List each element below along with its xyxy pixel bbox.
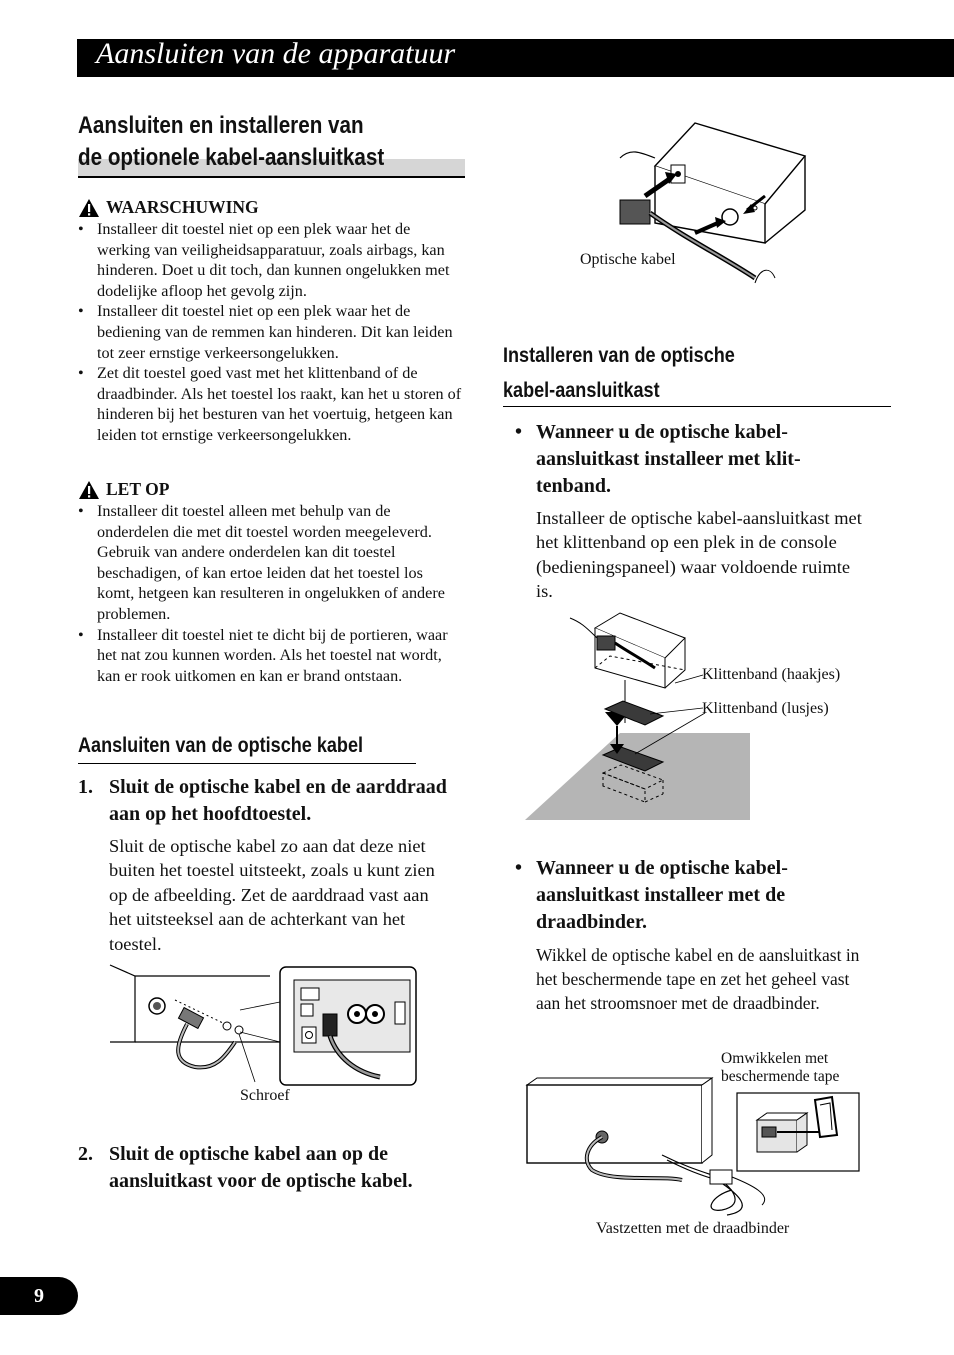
warning-item: • Installeer dit toestel niet op een plek waar het de werking van veiligheidsapparatuur, zoals airbags, kan hinderen. Doet u dit toch, dan kunnen ongelukken met dodelijke afloop het gevolg zijn. (78, 219, 463, 301)
warning-list (78, 219, 463, 446)
section3-title-line1: Installeren van de optische (503, 344, 735, 367)
bullet2-marker: • (515, 857, 523, 879)
bullet1-body: Installeer de optische kabel-aansluitkast met het klittenband op een plek in de console (bedieningspaneel) waar voldoende ruimte is. (536, 508, 862, 602)
bullet1-title: Wanneer u de optische kabel-aansluitkast installeer met klit-tenband. (536, 421, 801, 497)
title-underline (78, 176, 465, 178)
step1-title: Sluit de optische kabel en de aarddraad aan op het hoofdtoestel. (109, 776, 447, 825)
figure-caption-screw: Schroef (240, 1087, 290, 1104)
caution-icon (78, 480, 100, 500)
warning-block (78, 197, 463, 446)
label-velcro-loops: Klittenband (lusjes) (702, 700, 829, 717)
cable-tie-figure (522, 1075, 862, 1220)
warning-title: WAARSCHUWING (106, 197, 259, 217)
label-velcro-hooks: Klittenband (haakjes) (702, 666, 841, 683)
figure-caption-optical-cable: Optische kabel (580, 251, 676, 268)
bullet2-title: Wanneer u de optische kabel-aansluitkast installeer met de draadbinder. (536, 857, 788, 933)
label-wrap-tape: Omwikkelen met beschermende tape (721, 1050, 840, 1085)
caution-list (78, 501, 463, 686)
warning-item: • Zet dit toestel goed vast met het klittenband of de draadbinder. Als het toestel los raakt, kan het u storen of hinderen bij het besturen van het voertuig, hetgeen kan leiden tot ernstige verkeersongelukken. (78, 363, 463, 445)
section2-underline (78, 763, 416, 764)
junction-box-figure (615, 118, 815, 298)
step1-body: Sluit de optische kabel zo aan dat deze niet buiten het toestel uitsteekt, zoals u kunt zien op de afbeelding. Zet de aarddraad vast aan het uitsteeksel aan de achterkant van het toestel. (109, 836, 435, 954)
caution-title: LET OP (106, 479, 170, 499)
warning-heading (78, 197, 463, 218)
bullet1-marker: • (515, 421, 523, 443)
caution-heading (78, 479, 463, 500)
caution-item: • Installeer dit toestel niet te dicht bij de portieren, waar het nat zou kunnen worden. Als het toestel nat wordt, kan er rook uitkomen en kan er brand ontstaan. (78, 625, 463, 687)
section3-title-line2: kabel-aansluitkast (503, 379, 660, 402)
page-header-title: Aansluiten van de apparatuur (96, 37, 456, 70)
warning-icon (78, 198, 100, 218)
caution-item: • Installeer dit toestel alleen met behulp van de onderdelen die met dit toestel worden meegeleverd. Gebruik van andere onderdelen kan dit toestel beschadigen, of kan ertoe leiden dat het toestel los komt, hetgeen kan resulteren in ongelukken of andere problemen. (78, 501, 463, 625)
section3-underline (503, 406, 891, 407)
ground-connection-figure (105, 962, 420, 1092)
page-number: 9 (0, 1277, 78, 1315)
section2-title: Aansluiten van de optische kabel (78, 734, 364, 757)
step1-number: 1. (78, 776, 93, 798)
section-title-line1: Aansluiten en installeren van (78, 112, 364, 139)
caution-block (78, 479, 463, 686)
label-cable-tie: Vastzetten met de draadbinder (596, 1220, 790, 1237)
step2-number: 2. (78, 1143, 93, 1165)
section-title-line2: de optionele kabel-aansluitkast (78, 144, 385, 171)
step2-title: Sluit de optische kabel aan op de aansluitkast voor de optische kabel. (109, 1143, 413, 1192)
bullet2-body: Wikkel de optische kabel en de aansluitkast in het beschermende tape en zet het geheel vast aan het stroomsnoer met de draadbinder. (536, 945, 860, 1014)
warning-item: • Installeer dit toestel niet op een plek waar het de bediening van de remmen kan hinderen. Dit kan leiden tot zeer ernstige verkeersongelukken. (78, 301, 463, 363)
